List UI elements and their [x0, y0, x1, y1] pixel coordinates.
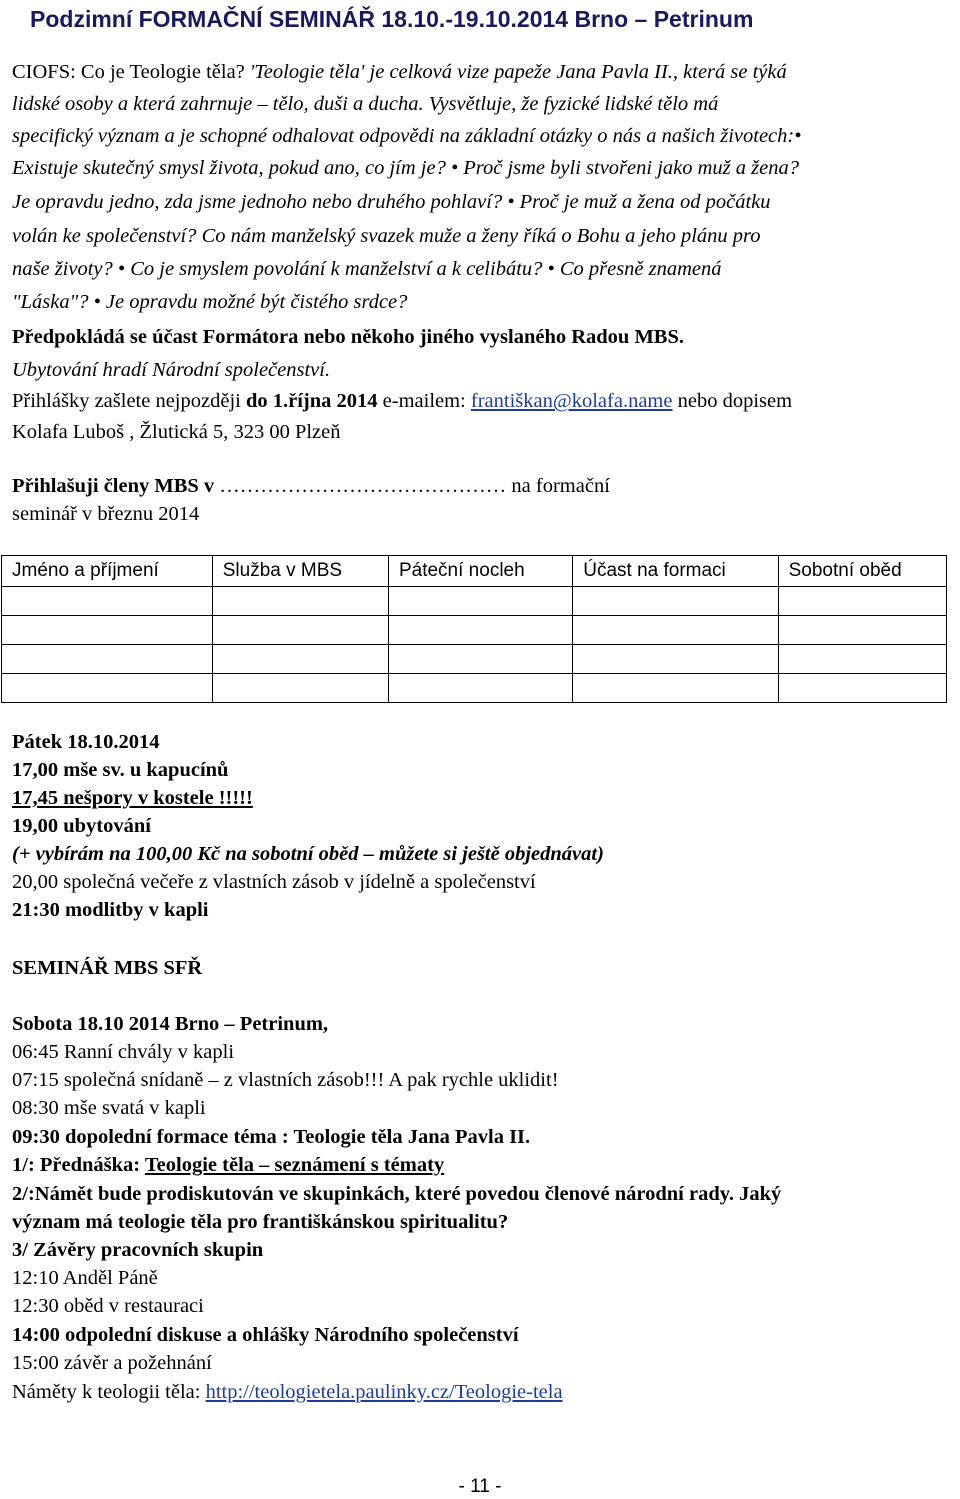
schedule-item: význam má teologie těla pro františkánskou spiritualitu?: [12, 1211, 509, 1233]
column-header: Účast na formaci: [573, 556, 778, 587]
schedule-item: 12:10 Anděl Páně: [12, 1267, 158, 1289]
schedule-item: 15:00 závěr a požehnání: [12, 1352, 212, 1374]
schedule-item: 2/:Námět bude prodiskutován ve skupinkách, které povedou členové národní rady. Jaký: [12, 1183, 782, 1205]
intro-line-4: Existuje skutečný smysl života, pokud ano, co jím je? • Proč jsme byli stvořeni jako muž a žena?: [12, 157, 799, 179]
friday-mass: 17,00 mše sv. u kapucínů: [12, 759, 229, 781]
registration-line-2: seminář v březnu 2014: [12, 503, 200, 525]
column-header: Sobotní oběd: [778, 556, 946, 587]
page-number: - 11 -: [458, 1476, 502, 1497]
table-row: [2, 674, 947, 703]
table-cell[interactable]: [2, 616, 213, 645]
table-cell[interactable]: [2, 674, 213, 703]
table-cell[interactable]: [778, 616, 946, 645]
table-row: [2, 587, 947, 616]
table-cell[interactable]: [778, 587, 946, 616]
table-cell[interactable]: [388, 616, 572, 645]
schedule-item: 1/: Přednáška: Teologie těla – seznámení s tématy: [12, 1154, 445, 1176]
formator-notice: Předpokládá se účast Formátora nebo někoho jiného vyslaného Radou MBS.: [12, 326, 685, 348]
intro-line-8: "Láska"? • Je opravdu možné být čistého srdce?: [12, 291, 408, 313]
table-row: [2, 645, 947, 674]
accommodation-notice: Ubytování hradí Národní společenství.: [12, 359, 331, 381]
column-header: Služba v MBS: [212, 556, 388, 587]
column-header: Jméno a příjmení: [2, 556, 213, 587]
table-cell[interactable]: [573, 645, 778, 674]
registration-line: Přihlašuji členy MBS v …………………………………… na formační: [12, 475, 610, 497]
intro-line-5: Je opravdu jedno, zda jsme jednoho nebo druhého pohlaví? • Proč je muž a žena od počátku: [12, 191, 771, 213]
intro-line-6: volán ke společenství? Co nám manželský svazek muže a ženy říká o Bohu a jeho plánu pro: [12, 225, 761, 247]
registration-table: [1, 555, 947, 703]
friday-dinner: 20,00 společná večeře z vlastních zásob v jídelně a společenství: [12, 871, 536, 893]
table-cell[interactable]: [212, 674, 388, 703]
table-cell[interactable]: [2, 587, 213, 616]
topics-link[interactable]: http://teologietela.paulinky.cz/Teologie-tela: [205, 1381, 563, 1403]
table-cell[interactable]: [212, 645, 388, 674]
topics-line: Náměty k teologii těla: http://teologietela.paulinky.cz/Teologie-tela: [12, 1381, 563, 1403]
friday-date: Pátek 18.10.2014: [12, 731, 160, 753]
postal-address: Kolafa Luboš , Žlutická 5, 323 00 Plzeň: [12, 421, 341, 443]
intro-line-2: lidské osoby a která zahrnuje – tělo, duši a ducha. Vysvětluje, že fyzické lidské tělo má: [12, 93, 719, 115]
table-row: [2, 616, 947, 645]
saturday-date: Sobota 18.10 2014 Brno – Petrinum,: [12, 1013, 329, 1035]
signup-deadline: Přihlášky zašlete nejpozději do 1.října 2014 e-mailem: františkan@kolafa.name nebo dopisem: [12, 390, 793, 412]
page-title: Podzimní FORMAČNÍ SEMINÁŘ 18.10.-19.10.2014 Brno – Petrinum: [30, 6, 754, 32]
seminar-heading: SEMINÁŘ MBS SFŘ: [12, 957, 203, 979]
friday-collection: (+ vybírám na 100,00 Kč na sobotní oběd – můžete si ještě objednávat): [12, 843, 604, 865]
friday-vespers: 17,45 nešpory v kostele !!!!!: [12, 787, 253, 809]
schedule-item: 3/ Závěry pracovních skupin: [12, 1239, 264, 1261]
table-cell[interactable]: [778, 674, 946, 703]
table-cell[interactable]: [388, 674, 572, 703]
intro-line-7: naše životy? • Co je smyslem povolání k manželství a k celibátu? • Co přesně znamená: [12, 258, 722, 280]
schedule-item: 14:00 odpolední diskuse a ohlášky Národního společenství: [12, 1324, 519, 1346]
friday-prayer: 21:30 modlitby v kapli: [12, 899, 209, 921]
schedule-item: 12:30 oběd v restauraci: [12, 1295, 204, 1317]
schedule-item: 09:30 dopolední formace téma : Teologie těla Jana Pavla II.: [12, 1126, 531, 1148]
table-cell[interactable]: [573, 616, 778, 645]
table-cell[interactable]: [778, 645, 946, 674]
email-link[interactable]: františkan@kolafa.name: [470, 390, 673, 412]
table-header-row: [2, 556, 947, 587]
intro-line-1: CIOFS: Co je Teologie těla? 'Teologie těla' je celková vize papeže Jana Pavla II., která se týká: [12, 61, 787, 83]
table-cell[interactable]: [388, 587, 572, 616]
table-cell[interactable]: [573, 674, 778, 703]
intro-line-3: specifický význam a je schopné odhalovat odpovědi na základní otázky o nás a našich životech:•: [12, 125, 802, 147]
column-header: Páteční nocleh: [388, 556, 572, 587]
schedule-item: 06:45 Ranní chvály v kapli: [12, 1041, 235, 1063]
table-cell[interactable]: [388, 645, 572, 674]
table-cell[interactable]: [212, 616, 388, 645]
table-cell[interactable]: [573, 587, 778, 616]
table-cell[interactable]: [212, 587, 388, 616]
table-cell[interactable]: [2, 645, 213, 674]
schedule-item: 08:30 mše svatá v kapli: [12, 1097, 206, 1119]
friday-lodging: 19,00 ubytování: [12, 815, 151, 837]
schedule-item: 07:15 společná snídaně – z vlastních zásob!!! A pak rychle uklidit!: [12, 1069, 559, 1091]
